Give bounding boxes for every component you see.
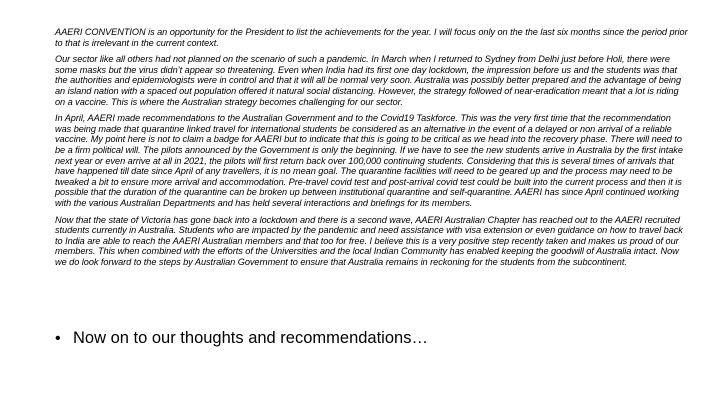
- slide-body-text: [55, 27, 689, 273]
- bullet-icon: •: [55, 330, 61, 347]
- paragraph-victoria-lockdown: Now that the state of Victoria has gone back into a lockdown and there is a second wave, AAERI Australian Chapter has reached out to the AAERI recruited students currently in Australia. Students who are impacted by the pandemic and need assistance with visa extension or even guidance on how to travel back to India are able to reach the AAERI Australian members and that too for free. I believe this is a very positive step recently taken and makes us proud of our members. This when combined with the efforts of the Universities and the local Indian Community has enabled keeping the goodwill of Australia intact. Now we do look forward to the steps by Australian Government to ensure that Australia remains in reckoning for the students from the subcontinent.: [55, 214, 683, 267]
- paragraph-pandemic-context: Our sector like all others had not planned on the scenario of such a pandemic. In March when I returned to Sydney from Delhi just before Holi, there were some masks but the virus didn’t appear so threatening. Even when India had its first one day lockdown, the impression before us and the students was that the authorities and epidemiologists were in control and that it will all be normal very soon. Australia was possibly better prepared and the advantage of being an island nation with a spaced out population offered it natural social distancing. However, the strategy followed of near-eradication meant that a lot is riding on a vaccine. This is where the Australian strategy becomes challenging for our sector.: [55, 54, 682, 107]
- paragraph-convention-intro: AAERI CONVENTION is an opportunity for the President to list the achievements for the year. I will focus only on the the last six months since the period prior to that is irrelevant in the current context.: [55, 27, 688, 48]
- bullet-text: Now on to our thoughts and recommendations…: [73, 329, 428, 347]
- bullet-point: [55, 328, 675, 349]
- paragraph-april-recommendations: In April, AAERI made recommendations to the Australian Government and to the Covid19 Taskforce. This was the very first time that the recommendation was being made that quarantine linked travel for international students be considered as an alternative in the event of a delayed or non arrival of a reliable vaccine. My point here is not to claim a badge for AAERI but to indicate that this is going to be critical as we head into the recovery phase. There will need to be a firm political will. The pilots announced by the Government is only the beginning. If we have to see the new students arrive in Australia by the first intake next year or even arrive at all in 2021, the pilots will first return back over 100,000 continuing students. Considering that this is several times of arrivals that have happened till date since April of any travellers, it is no mean goal. The quarantine facilities will need to be geared up and the process may need to be tweaked a bit to ensure more arrival and accommodation. Pre-travel covid test and post-arrival covid test could be built into the current process and then it is possible that the duration of the quarantine can be broken up between institutional quarantine and self-quarantine. AAERI has since April continued working with the various Australian Departments and has held several interactions and briefings for its members.: [55, 113, 683, 208]
